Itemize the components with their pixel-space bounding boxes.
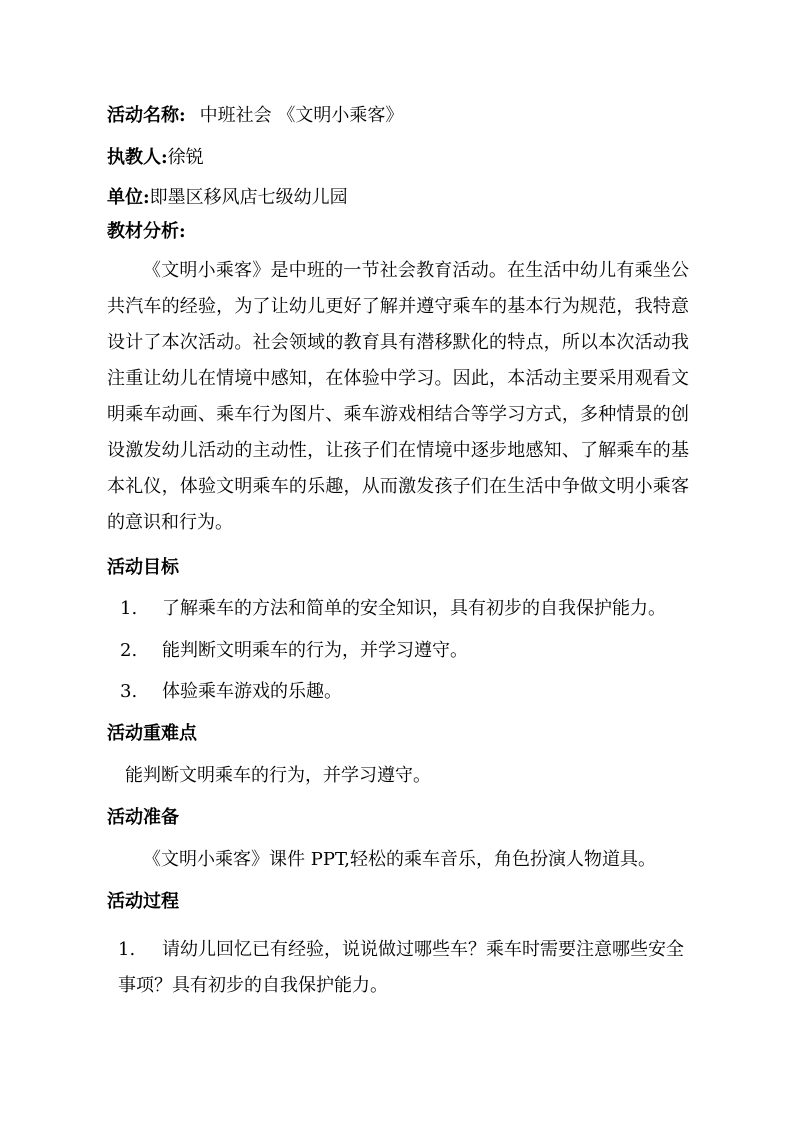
analysis-paragraph: 《文明小乘客》是中班的一节社会教育活动。在生活中幼儿有乘坐公共汽车的经验，为了让幼儿更好了解并遵守乘车的基本行为规范，我特意设计了本次活动。社会领域的教育具有潜移默化的特点，所以本次活动我注重让幼儿在情境中感知，在体验中学习。因此，本活动主要采用观看文明乘车动画、乘车行为图片、乘车游戏相结合等学习方式，多种情景的创设激发幼儿活动的主动性，让孩子们在情境中逐步地感知、了解乘车的基本礼仪，体验文明乘车的乐趣，从而激发孩子们在生活中争做文明小乘客的意识和行为。 [107, 260, 689, 533]
goal-number: 2. [120, 640, 138, 661]
teacher-line [107, 146, 204, 170]
unit-value: 即墨区移风店七级幼儿园 [149, 187, 348, 208]
process-number: 1. [118, 939, 136, 960]
teacher-label: 执教人: [107, 147, 168, 168]
unit-label: 单位: [107, 187, 150, 208]
activity-name-value: 中班社会 《文明小乘客》 [199, 105, 404, 126]
goals-heading: 活动目标 [107, 557, 179, 578]
key-points-text: 能判断文明乘车的行为，并学习遵守。 [125, 765, 431, 786]
key-points-heading: 活动重难点 [107, 723, 197, 744]
goal-number: 1. [120, 598, 138, 619]
teacher-value: 徐锐 [167, 147, 204, 168]
preparation-text: 《文明小乘客》课件 PPT,轻松的乘车音乐，角色扮演人物道具。 [143, 849, 657, 870]
goal-text: 体验乘车游戏的乐趣。 [162, 681, 342, 702]
activity-name-label: 活动名称: [107, 105, 186, 126]
process-item [118, 932, 698, 1004]
goal-text: 能判断文明乘车的行为，并学习遵守。 [162, 640, 468, 661]
goal-text: 了解乘车的方法和简单的安全知识，具有初步的自我保护能力。 [162, 598, 666, 619]
process-heading: 活动过程 [107, 891, 179, 912]
process-text: 请幼儿回忆已有经验，说说做过哪些车？乘车时需要注意哪些安全事项？具有初步的自我保护能力。 [118, 939, 684, 996]
preparation-heading: 活动准备 [107, 807, 179, 828]
unit-line [107, 186, 348, 210]
analysis-heading: 教材分析: [107, 221, 186, 242]
goal-number: 3. [120, 681, 138, 702]
activity-name-line [107, 104, 403, 128]
